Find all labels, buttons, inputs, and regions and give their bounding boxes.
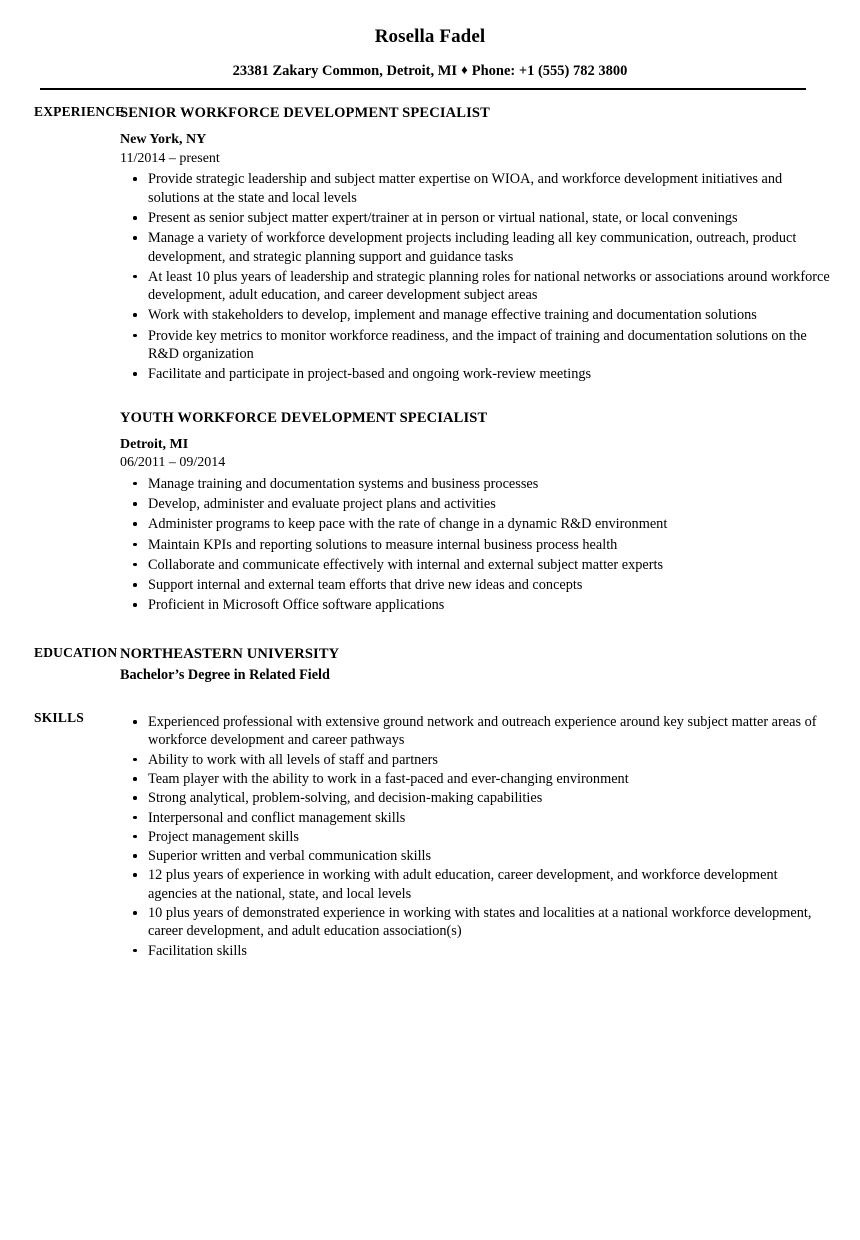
contact-address: 23381 Zakary Common, Detroit, MI — [232, 62, 458, 79]
experience-entry — [120, 409, 830, 615]
candidate-name: Rosella Fadel — [374, 26, 486, 47]
job-bullet: Provide strategic leadership and subject matter expertise on WIOA, and workforce development initiatives and solutions at the state and local levels — [120, 170, 830, 207]
job-title: YOUTH WORKFORCE DEVELOPMENT SPECIALIST — [120, 409, 488, 426]
job-bullet: Provide key metrics to monitor workforce readiness, and the impact of training and documentation solutions on the R&D organization — [120, 327, 830, 364]
skill-bullet: Project management skills — [120, 828, 830, 846]
skill-bullet: Ability to work with all levels of staff and partners — [120, 751, 830, 769]
skill-bullet: 10 plus years of demonstrated experience in working with states and localities at a national workforce development, career development, and adult education association(s) — [120, 904, 830, 941]
header-divider — [40, 88, 806, 90]
skill-bullet: Interpersonal and conflict management skills — [120, 809, 830, 827]
contact-line — [0, 62, 860, 80]
job-bullet: Present as senior subject matter expert/trainer at in person or virtual national, state, or local convenings — [120, 209, 830, 227]
job-dates: 06/2011 – 09/2014 — [120, 455, 226, 471]
job-location: New York, NY — [120, 132, 207, 148]
section-label-experience: EXPERIENCE — [34, 104, 125, 120]
job-bullet: Manage training and documentation systems and business processes — [120, 475, 830, 493]
experience-body — [120, 104, 860, 615]
education-body — [120, 645, 860, 684]
experience-entry — [120, 104, 830, 383]
education-degree: Bachelor’s Degree in Related Field — [120, 666, 330, 683]
skill-bullet: Strong analytical, problem-solving, and decision-making capabilities — [120, 789, 830, 807]
skill-bullet: Facilitation skills — [120, 942, 830, 960]
job-bullet: Administer programs to keep pace with the rate of change in a dynamic R&D environment — [120, 515, 830, 533]
contact-phone: Phone: +1 (555) 782 3800 — [471, 62, 628, 79]
job-bullet-list — [120, 170, 830, 383]
skill-bullet: 12 plus years of experience in working with adult education, career development, and workforce development agencies at the national, state, and local levels — [120, 866, 830, 903]
job-bullet: Facilitate and participate in project-based and ongoing work-review meetings — [120, 365, 830, 383]
job-bullet: Collaborate and communicate effectively with internal and external subject matter experts — [120, 556, 830, 574]
section-label-skills: SKILLS — [34, 710, 84, 726]
experience-section — [0, 104, 860, 615]
skill-bullet: Superior written and verbal communication skills — [120, 847, 830, 865]
education-entry — [120, 645, 830, 684]
job-bullet: Manage a variety of workforce development projects including leading all key communication, outreach, product development, and strategic planning support and guidance tasks — [120, 229, 830, 266]
job-title: SENIOR WORKFORCE DEVELOPMENT SPECIALIST — [120, 105, 490, 122]
resume-header — [0, 0, 860, 90]
job-location: Detroit, MI — [120, 436, 189, 452]
skills-section — [0, 710, 860, 960]
job-bullet: Maintain KPIs and reporting solutions to measure internal business process health — [120, 536, 830, 554]
section-label-education: EDUCATION — [34, 644, 118, 660]
skills-bullet-list — [120, 713, 830, 960]
job-bullet: Work with stakeholders to develop, implement and manage effective training and documentation solutions — [120, 306, 830, 324]
job-bullet-list — [120, 475, 830, 615]
skill-bullet: Experienced professional with extensive ground network and outreach experience around key subject matter areas of workforce development and career pathways — [120, 713, 830, 750]
skill-bullet: Team player with the ability to work in a fast-paced and ever-changing environment — [120, 770, 830, 788]
job-bullet: Develop, administer and evaluate project plans and activities — [120, 495, 830, 513]
diamond-separator-icon: ♦ — [461, 61, 468, 77]
skills-body — [120, 710, 860, 960]
job-dates: 11/2014 – present — [120, 150, 220, 166]
job-bullet: At least 10 plus years of leadership and strategic planning roles for national networks or associations around workforce development, adult education, and career development subject areas — [120, 268, 830, 305]
job-bullet: Proficient in Microsoft Office software applications — [120, 596, 830, 614]
education-school: NORTHEASTERN UNIVERSITY — [120, 645, 340, 662]
education-section — [0, 645, 860, 684]
job-bullet: Support internal and external team efforts that drive new ideas and concepts — [120, 576, 830, 594]
